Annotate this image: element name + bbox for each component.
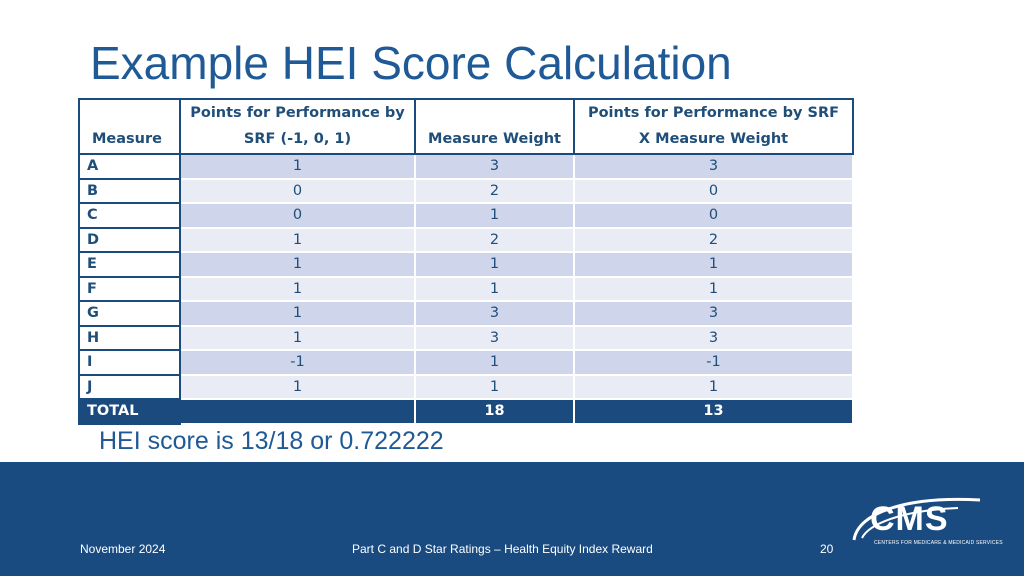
points-cell: -1 [180, 350, 415, 375]
product-cell: 2 [574, 228, 853, 253]
total-points [180, 399, 415, 424]
header-product [574, 99, 853, 154]
measure-cell: C [79, 203, 180, 228]
points-cell: 1 [180, 277, 415, 302]
cms-logo [848, 494, 1008, 554]
header-points-line1: Points for Performance by [190, 105, 405, 121]
total-weight: 18 [415, 399, 574, 424]
header-measure: Measure [79, 99, 180, 154]
weight-cell: 1 [415, 252, 574, 277]
table-row [79, 301, 853, 326]
weight-cell: 3 [415, 154, 574, 179]
product-cell: -1 [574, 350, 853, 375]
points-cell: 0 [180, 203, 415, 228]
product-cell: 3 [574, 326, 853, 351]
header-weight: Measure Weight [415, 99, 574, 154]
product-cell: 1 [574, 252, 853, 277]
table-row [79, 350, 853, 375]
table-row [79, 179, 853, 204]
table-row [79, 277, 853, 302]
points-cell: 1 [180, 252, 415, 277]
cms-logo-subtitle: CENTERS FOR MEDICARE & MEDICAID SERVICES [874, 540, 1003, 546]
footer-date: November 2024 [80, 542, 166, 556]
measure-cell: D [79, 228, 180, 253]
header-points-line2: SRF (-1, 0, 1) [243, 131, 352, 147]
points-cell: 1 [180, 301, 415, 326]
total-label: TOTAL [79, 399, 180, 424]
measure-cell: B [79, 179, 180, 204]
table-row [79, 252, 853, 277]
product-cell: 1 [574, 277, 853, 302]
product-cell: 0 [574, 179, 853, 204]
weight-cell: 1 [415, 203, 574, 228]
product-cell: 3 [574, 154, 853, 179]
cms-logo-text: CMS [870, 500, 949, 538]
table-row [79, 154, 853, 179]
table-row [79, 228, 853, 253]
points-cell: 1 [180, 375, 415, 400]
measure-cell: G [79, 301, 180, 326]
points-cell: 0 [180, 179, 415, 204]
product-cell: 0 [574, 203, 853, 228]
product-cell: 3 [574, 301, 853, 326]
header-points [180, 99, 415, 154]
weight-cell: 3 [415, 301, 574, 326]
weight-cell: 1 [415, 277, 574, 302]
measure-cell: E [79, 252, 180, 277]
total-product: 13 [574, 399, 853, 424]
measure-cell: F [79, 277, 180, 302]
table-header-row [79, 99, 853, 154]
points-cell: 1 [180, 326, 415, 351]
header-product-line1: Points for Performance by SRF [587, 105, 840, 121]
table-row [79, 203, 853, 228]
measure-cell: J [79, 375, 180, 400]
slide-title: Example HEI Score Calculation [90, 37, 732, 89]
table-total-row [79, 399, 853, 424]
hei-score-table [78, 98, 854, 425]
product-cell: 1 [574, 375, 853, 400]
measure-cell: A [79, 154, 180, 179]
weight-cell: 3 [415, 326, 574, 351]
weight-cell: 1 [415, 375, 574, 400]
weight-cell: 2 [415, 179, 574, 204]
weight-cell: 2 [415, 228, 574, 253]
table-row [79, 375, 853, 400]
points-cell: 1 [180, 228, 415, 253]
weight-cell: 1 [415, 350, 574, 375]
measure-cell: I [79, 350, 180, 375]
footer-caption: Part C and D Star Ratings – Health Equity Index Reward [352, 542, 653, 556]
table-row [79, 326, 853, 351]
header-product-line2: X Measure Weight [638, 131, 789, 147]
hei-score-summary: HEI score is 13/18 or 0.722222 [99, 427, 444, 455]
footer-bar [0, 462, 1024, 576]
measure-cell: H [79, 326, 180, 351]
page-number: 20 [820, 542, 834, 556]
points-cell: 1 [180, 154, 415, 179]
